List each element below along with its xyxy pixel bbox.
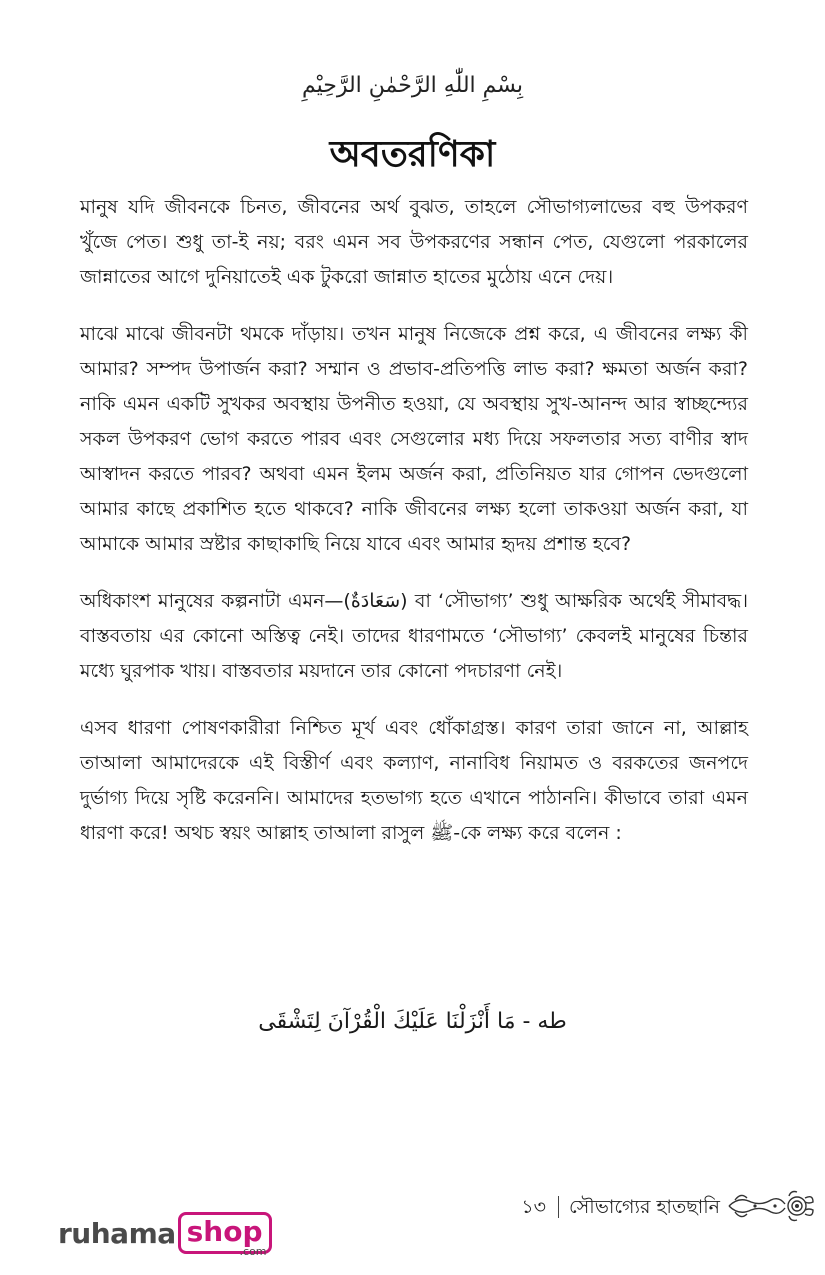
running-book-title: সৌভাগ্যের হাতছানি: [569, 1196, 720, 1218]
body-text: [80, 190, 748, 873]
logo-shop-badge: [178, 1212, 272, 1258]
page-number: ১৩: [521, 1196, 546, 1218]
paragraph-1: মানুষ যদি জীবনকে চিনত, জীবনের অর্থ বুঝত, তাহলে সৌভাগ্যলাভের বহু উপকরণ খুঁজে পেত। শুধু তা-ই নয়; বরং এমন সব উপকরণের সন্ধান পেত, যেগুলো পরকালের জান্নাতের আগে দুনিয়াতেই এক টুকরো জান্নাত হাতের মুঠোয় এনে দেয়।: [80, 196, 748, 288]
logo-domain-text: .com: [239, 1245, 267, 1258]
ruhamashop-logo: [58, 1212, 272, 1258]
paragraph-4: এসব ধারণা পোষণকারীরা নিশ্চিত মূর্খ এবং ধোঁকাগ্রস্ত। কারণ তারা জানে না, আল্লাহ তাআলা আমাদেরকে এই বিস্তীর্ণ এবং কল্যাণ, নানাবিধ নিয়ামত ও বরকতের জনপদে দুর্ভাগ্য দিয়ে সৃষ্টি করেননি। আমাদের হতভাগ্য হতে এখানে পাঠাননি। কীভাবে তারা এমন ধারণা করে! অথচ স্বয়ং আল্লাহ তাআলা রাসুল ﷺ-কে লক্ষ্য করে বলেন :: [80, 717, 748, 844]
logo-brand-text: ruhama: [58, 1216, 176, 1250]
bismillah-calligraphy: بِسْمِ اللّٰهِ الرَّحْمٰنِ الرَّحِيْمِ: [301, 73, 524, 98]
footer-divider: [558, 1196, 559, 1218]
floral-ornament-icon: [725, 1186, 817, 1226]
page-footer: [521, 1192, 720, 1222]
paragraph-2: মাঝে মাঝে জীবনটা থমকে দাঁড়ায়। তখন মানুষ নিজেকে প্রশ্ন করে, এ জীবনের লক্ষ্য কী আমার? সম্পদ উপার্জন করা? সম্মান ও প্রভাব-প্রতিপত্তি লাভ করা? ক্ষমতা অর্জন করা? নাকি এমন একটি সুখকর অবস্থায় উপনীত হওয়া, যে অবস্থায় সুখ-আনন্দ আর স্বাচ্ছন্দ্যের সকল উপকরণ ভোগ করতে পারব এবং সেগুলোর মধ্য দিয়ে সফলতার সত্য বাণীর স্বাদ আস্বাদন করতে পারব? অথবা এমন ইলম অর্জন করা, প্রতিনিয়ত যার গোপন ভেদগুলো আমার কাছে প্রকাশিত হতে থাকবে? নাকি জীবনের লক্ষ্য হলো তাকওয়া অর্জন করা, যা আমাকে আমার স্রষ্টার কাছাকাছি নিয়ে যাবে এবং আমার হৃদয় প্রশান্ত হবে?: [80, 323, 748, 555]
page-title: অবতরণিকা: [329, 134, 496, 175]
logo-shop-text: shop: [186, 1215, 263, 1248]
quran-verse: طه - مَا أَنْزَلْنَا عَلَيْكَ الْقُرْآنَ لِتَشْقَى: [258, 1009, 567, 1034]
paragraph-3: অধিকাংশ মানুষের কল্পনাটা এমন—(سَعَادَةٌ) বা ‘সৌভাগ্য’ শুধু আক্ষরিক অর্থেই সীমাবদ্ধ। বাস্তবতায় এর কোনো অস্তিত্ব নেই। তাদের ধারণামতে ‘সৌভাগ্য’ কেবলই মানুষের চিন্তার মধ্যে ঘুরপাক খায়। বাস্তবতার ময়দানে তার কোনো পদচারণা নেই।: [80, 590, 748, 682]
